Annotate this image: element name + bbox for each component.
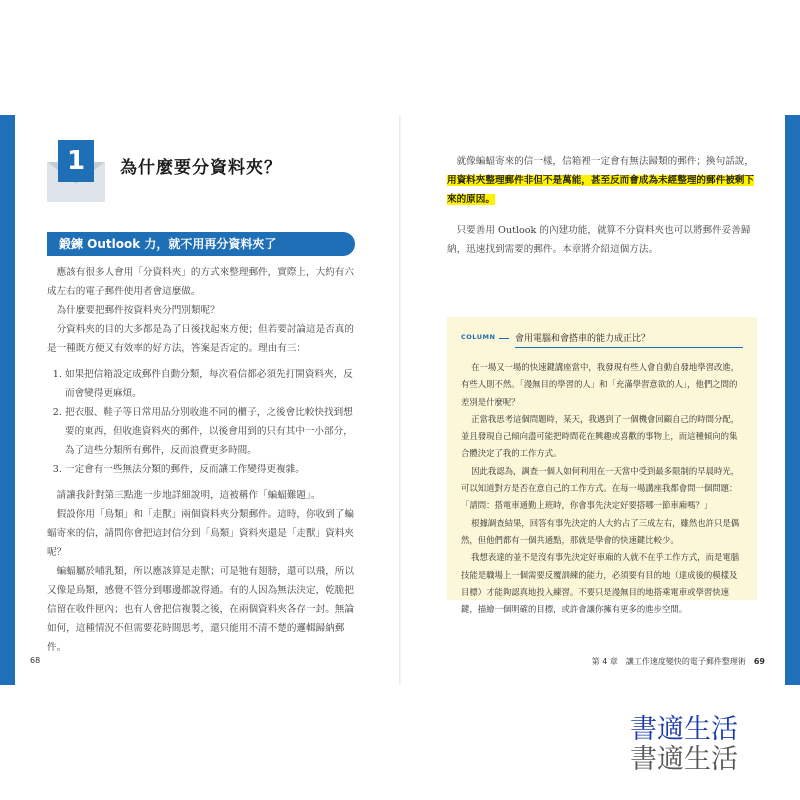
right-blue-edge [785, 115, 800, 685]
reasons-list [47, 365, 357, 479]
right-paragraph-2: 只要善用 Outlook 的內建功能，就算不分資料夾也可以將郵件妥善歸納，迅速找到需要的郵件。本章將介紹這個方法。 [447, 225, 751, 255]
intro-text [47, 263, 357, 358]
right-paragraph-2-block [447, 221, 757, 259]
column-paragraph-1: 在一場又一場的快速鍵講座當中，我發現有些人會自動自發地學習改進，有些人則不然。「漫無目的學習的人」和「充滿學習意欲的人」，他們之間的差別是什麼呢？ [461, 362, 740, 407]
column-connector-line [499, 338, 509, 339]
chapter-title: 為什麼要分資料夾？ [120, 158, 282, 178]
watermark-line-2: 書適生活 [630, 744, 738, 775]
column-paragraph-2: 正當我思考這個問題時，某天，我遇到了一個機會回顧自己的時間分配，並且發現自己傾向盡可能把時間花在興趣或喜歡的事物上，而這種傾向的集合體決定了我的工作方式。 [461, 413, 740, 459]
bat-paragraph-1: 請讓我針對第三點進一步地詳細說明，這被稱作「蝙蝠難題」。 [56, 490, 321, 501]
book-gutter [399, 115, 401, 685]
bat-paragraph-3: 蝙蝠屬於哺乳類，所以應該算是走獸；可是牠有翅膀，還可以飛，所以又像是鳥類，感覺不管分到哪邊都說得通。有的人因為無法決定，乾脆把信留在收件匣內；也有人會把信複製之後，在兩個資料夾各存一封。無論如何，這種情況不但需要花時間思考，還只能用不清不楚的邏輯歸納郵件。 [47, 566, 354, 653]
column-paragraph-5: 我想表達的並不是沒有事先決定好車廂的人就不在乎工作方式，而是電腦技能是職場上一個需要反覆訓練的能力，必須要有目的地（達成後的模樣及目標）才能夠認真地投入練習。不要只是漫無目的地搭乘電車或學習快速鍵，描繪一個明確的目標，或許會讓你擁有更多的進步空間。 [461, 552, 740, 615]
envelope-icon [47, 140, 105, 202]
bat-paragraph-2: 假設你用「鳥類」和「走獸」兩個資料夾分類郵件。這時，你收到了蝙蝠寄來的信，請問你會把這封信分到「鳥類」資料夾還是「走獸」資料夾呢？ [47, 509, 354, 558]
column-underline [515, 347, 743, 348]
intro-paragraph-2: 為什麼要把郵件按資料夾分門別類呢？ [56, 305, 220, 316]
bat-problem-text [47, 486, 357, 657]
column-title: 會用電腦和會搭車的能力成正比？ [515, 334, 651, 344]
reason-item-3: 3. 一定會有一些無法分類的郵件，反而讓工作變得更複雜。 [65, 460, 357, 479]
right-paragraph-1-text: 就像蝙蝠寄來的信一樣，信箱裡一定會有無法歸類的郵件；換句話說， [456, 156, 754, 167]
watermark-line-1: 書適生活 [630, 714, 738, 745]
chapter-number: 1 [58, 140, 94, 182]
right-page-number: 69 [753, 657, 765, 666]
reason-item-2: 2. 把衣服、鞋子等日常用品分別收進不同的櫃子，之後會比較快找到想要的東西，但收進資料夾的郵件，以後會用到的只有其中一小部分，為了這些分類所有郵件，反而浪費更多時間。 [65, 403, 357, 460]
column-header [461, 329, 743, 349]
reason-item-1: 1. 如果把信箱設定成郵件自動分類，每次看信都必須先打開資料夾，反而會變得更麻煩。 [65, 365, 357, 403]
intro-paragraph-1: 應該有很多人會用「分資料夾」的方式來整理郵件，實際上，大約有六成左右的電子郵件使用者會這麼做。 [47, 267, 354, 297]
column-paragraph-3: 因此我認為，調查一個人如何利用在一天當中受到最多限制的早晨時光，可以知道對方是否在意自己的工作方式。在每一場講座我都會問一個問題：「請問：搭電車通勤上班時，你會事先決定好要搭哪一節車廂嗎？」 [461, 465, 740, 511]
column-box [447, 317, 757, 615]
column-tag: COLUMN [461, 333, 496, 341]
section-title: 鍛鍊 Outlook 力，就不用再分資料夾了 [47, 232, 355, 256]
right-paragraph-1 [447, 152, 757, 209]
column-paragraph-4: 根據調查結果，回答有事先決定的人大約占了三成左右，雖然也許只是偶然，但他們都有一個共通點，那就是學會的快速鍵比較少。 [461, 517, 740, 545]
left-blue-edge [0, 115, 15, 685]
intro-paragraph-3: 分資料夾的目的大多都是為了日後找起來方便；但若要討論這是否真的是一種既方便又有效率的好方法，答案是否定的。理由有三： [47, 324, 354, 354]
highlighted-text: 用資料夾整理郵件非但不是萬能，甚至反而會成為未經整理的郵件被剩下來的原因。 [447, 175, 754, 205]
right-footer [592, 656, 765, 667]
right-intro-text [447, 152, 757, 209]
left-page-number: 68 [30, 656, 41, 665]
footer-chapter-label: 第 4 章 讓工作速度變快的電子郵件整理術 [591, 657, 746, 666]
column-body [461, 359, 743, 618]
